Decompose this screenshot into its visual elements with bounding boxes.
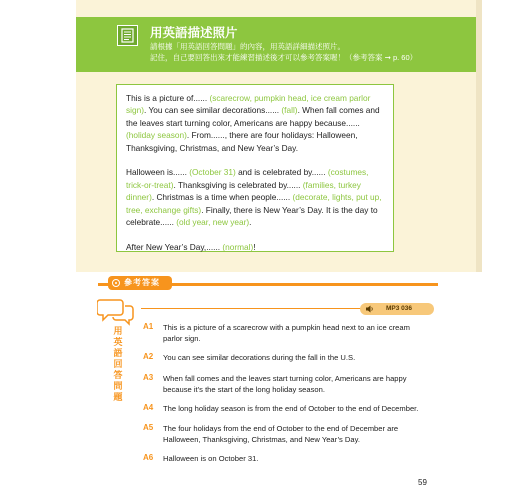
passage-text: . bbox=[249, 217, 252, 228]
answer-label: A4 bbox=[143, 403, 154, 412]
passage-text: Halloween is...... bbox=[126, 167, 190, 178]
answer-tab-label: 參考答案 bbox=[124, 278, 160, 287]
hint-keywords: (old year, new year) bbox=[176, 217, 250, 228]
hint-keywords: (families, turkey dinner) bbox=[126, 179, 361, 203]
answer-text: When fall comes and the leaves start turning color, Americans are happy because it’s the start of the long holiday season. bbox=[163, 374, 407, 395]
passage-text: . Thanksgiving is celebrated by...... bbox=[173, 179, 303, 190]
answer-label: A2 bbox=[143, 352, 154, 361]
hint-keywords: (October 31) bbox=[189, 167, 236, 178]
passage-text: After New Year’s Day,...... bbox=[126, 241, 223, 252]
page-number: 59 bbox=[418, 478, 427, 487]
panel-shadow bbox=[476, 0, 482, 272]
passage-paragraph bbox=[126, 166, 384, 228]
description-passage bbox=[116, 84, 394, 252]
passage-text: . Finally, there is New Year’s Day. It is the day to celebrate...... bbox=[126, 204, 378, 228]
hint-keywords: (normal) bbox=[222, 241, 254, 252]
passage-text: . When fall comes and the leaves start turning color, Americans are happy because...... bbox=[126, 105, 380, 128]
answer-label: A5 bbox=[143, 423, 154, 432]
answer-tab bbox=[108, 276, 172, 290]
passage-text: . You can see similar decorations...... bbox=[143, 105, 282, 116]
passage-text: ! bbox=[253, 241, 256, 252]
audio-track-label: MP3 036 bbox=[386, 305, 413, 312]
hint-keywords: (scarecrow, pumpkin head, ice cream parlor sign) bbox=[126, 93, 371, 116]
answer-label: A6 bbox=[143, 453, 154, 462]
answer-text: This is a picture of a scarecrow with a pumpkin head next to an ice cream parlor sign. bbox=[163, 323, 410, 344]
chat-bubbles-icon bbox=[97, 296, 135, 326]
vertical-section-title: 用 英 語 回 答 問 題 bbox=[113, 326, 123, 402]
passage-paragraph bbox=[126, 92, 384, 154]
target-icon bbox=[112, 279, 120, 287]
passage-paragraph bbox=[126, 241, 384, 253]
passage-text: This is a picture of...... bbox=[126, 93, 210, 103]
passage-text: . Christmas is a time when people...... bbox=[151, 192, 293, 203]
instruction-line-2: 記住，自己要回答出來才能練習描述後才可以參考答案喔！（參考答案 ➞ p. 60） bbox=[150, 53, 418, 62]
hint-keywords: (fall) bbox=[281, 105, 298, 116]
passage-text: . From......, there are four holidays: Halloween, Thanksgiving, Christmas, and New Year’s Day. bbox=[126, 130, 358, 153]
instruction-line-1: 請根據「用英語回答問題」的內容，用英語詳細描述照片。 bbox=[150, 42, 345, 51]
answer-text: The long holiday season is from the end of October to the end of December. bbox=[163, 404, 419, 413]
hint-keywords: (holiday season) bbox=[126, 130, 187, 141]
section-title: 用英語描述照片 bbox=[150, 26, 238, 40]
answer-text: The four holidays from the end of October to the end of December are Halloween, Thanksgiving, Christmas, and New Year’s Day. bbox=[163, 424, 399, 445]
answer-label: A1 bbox=[143, 322, 154, 331]
passage-text: and is celebrated by...... bbox=[235, 167, 328, 178]
answer-text: Halloween is on October 31. bbox=[163, 454, 259, 463]
audio-track-badge[interactable] bbox=[360, 303, 434, 315]
answer-label: A3 bbox=[143, 373, 154, 382]
audio-divider bbox=[141, 308, 361, 309]
speaker-icon bbox=[366, 305, 374, 313]
hint-keywords: (costumes, trick-or-treat) bbox=[126, 167, 369, 190]
answer-text: You can see similar decorations during the fall in the U.S. bbox=[163, 353, 356, 362]
hint-keywords: (decorate, lights, put up, tree, exchange gifts) bbox=[126, 192, 382, 215]
document-icon bbox=[117, 25, 138, 46]
